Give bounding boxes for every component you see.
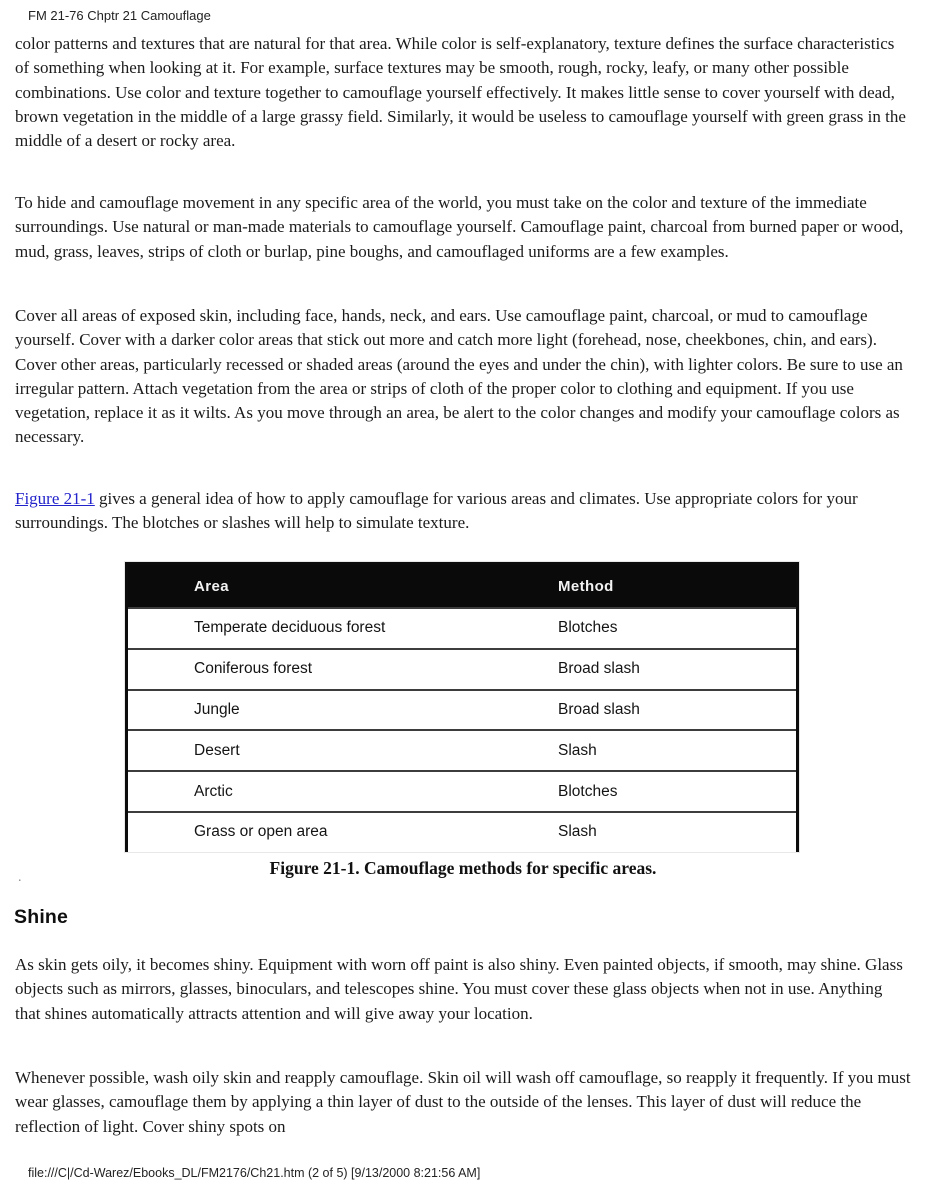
paragraph-figure-reference — [15, 487, 912, 536]
paragraph-intro-color-texture: color patterns and textures that are natural for that area. While color is self-explanatory, texture defines the surface characteristics of something when looking at it. For example, surface textures may be smooth, rough, rocky, leafy, or many other possible combinations. Use color and texture together to camouflage yourself effectively. It makes little sense to cover yourself with dead, brown vegetation in the middle of a large grassy field. Similarly, it would be useless to camouflage yourself with green grass in the middle of a desert or rocky area. — [15, 34, 906, 151]
figure-21-1-link[interactable]: Figure 21-1 — [15, 489, 95, 508]
table-row — [128, 729, 796, 770]
figure-reference-text: gives a general idea of how to apply camouflage for various areas and climates. Use appropriate colors for your surroundings. The blotches or slashes will help to simulate texture. — [15, 489, 858, 533]
paragraph-hide-movement: To hide and camouflage movement in any specific area of the world, you must take on the color and texture of the immediate surroundings. Use natural or man-made materials to camouflage yourself. Camouflage paint, charcoal from burned paper or wood, mud, grass, leaves, strips of cloth or burlap, pine boughs, and camouflaged uniforms are a few examples. — [15, 193, 904, 261]
table-cell-method: Slash — [558, 741, 597, 759]
scan-artifact-dot: . — [18, 870, 22, 885]
paragraph-shine-oily-skin: As skin gets oily, it becomes shiny. Equipment with worn off paint is also shiny. Even painted objects, if smooth, may shine. Glass objects such as mirrors, glasses, binoculars, and telescopes shine. You must cover these glass objects when not in use. Anything that shines automatically attracts attention and will give away your location. — [15, 955, 903, 1023]
file-path-footer: file:///C|/Cd-Warez/Ebooks_DL/FM2176/Ch21.htm (2 of 5) [9/13/2000 8:21:56 AM] — [28, 1166, 481, 1180]
table-row — [128, 811, 796, 852]
table-cell-area: Desert — [194, 741, 240, 759]
table-cell-area: Coniferous forest — [194, 660, 313, 678]
table-header-method: Method — [558, 577, 614, 595]
table-cell-method: Broad slash — [558, 660, 640, 678]
table-cell-method: Blotches — [558, 619, 618, 637]
table-row — [128, 648, 796, 689]
table-cell-method: Broad slash — [558, 700, 640, 718]
paragraph-shine-wash: Whenever possible, wash oily skin and reapply camouflage. Skin oil will wash off camouflage, so reapply it frequently. If you must wear glasses, camouflage them by applying a thin layer of dust to the outside of the lenses. This layer of dust will reduce the reflection of light. Cover shiny spots on — [15, 1068, 911, 1136]
section-heading-shine: Shine — [14, 906, 69, 928]
figure-caption: Figure 21-1. Camouflage methods for specific areas. — [269, 858, 657, 878]
table-row — [128, 770, 796, 811]
paragraph-cover-skin: Cover all areas of exposed skin, including face, hands, neck, and ears. Use camouflage paint, charcoal, or mud to camouflage yourself. Cover with a darker color areas that stick out more and catch more light (forehead, nose, cheekbones, chin, and ears). Cover other areas, particularly recessed or shaded areas (around the eyes and under the chin), with lighter colors. Be sure to use an irregular pattern. Attach vegetation from the area or strips of cloth of the proper color to clothing and equipment. If you use vegetation, replace it as it wilts. As you move through an area, be alert to the color changes and modify your camouflage colors as necessary. — [15, 306, 903, 447]
running-header: FM 21-76 Chptr 21 Camouflage — [28, 8, 211, 23]
table-cell-area: Grass or open area — [194, 823, 328, 841]
figure-table — [125, 562, 799, 852]
table-cell-area: Jungle — [194, 700, 240, 718]
table-header-area: Area — [194, 577, 229, 595]
table-row — [128, 689, 796, 730]
table-cell-area: Temperate deciduous forest — [194, 619, 386, 637]
table-cell-method: Blotches — [558, 782, 618, 800]
table-cell-method: Slash — [558, 823, 597, 841]
figure-table-header-row — [128, 565, 796, 607]
table-row — [128, 607, 796, 648]
table-cell-area: Arctic — [194, 782, 233, 800]
